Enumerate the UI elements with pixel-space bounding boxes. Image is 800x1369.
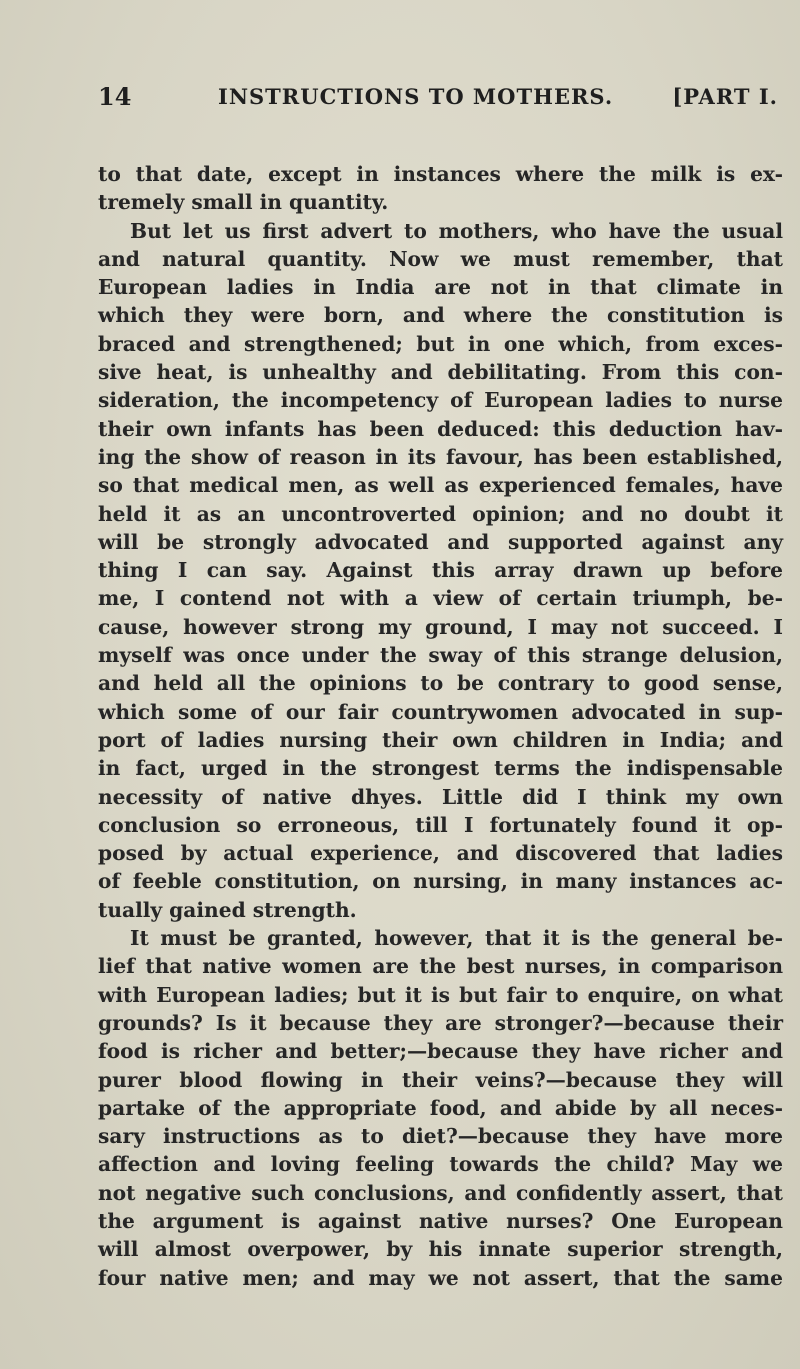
text-line: and held all the opinions to be contrary to good sense, — [98, 671, 783, 696]
text-line: lief that native women are the best nurses, in comparison — [98, 954, 783, 979]
text-line: with European ladies; but it is but fair to enquire, on what — [98, 982, 783, 1007]
text-line: It must be granted, however, that it is the general be- — [130, 926, 783, 951]
text-line: and natural quantity. Now we must remember, that — [98, 246, 783, 271]
text-line: ing the show of reason in its favour, has been established, — [98, 444, 783, 469]
text-line: in fact, urged in the strongest terms the indispensable — [98, 756, 783, 781]
text-line: which some of our fair countrywomen advocated in sup- — [98, 699, 783, 724]
text-line: the argument is against native nurses? One European — [98, 1208, 783, 1233]
text-line: will be strongly advocated and supported against any — [98, 529, 783, 554]
text-line: But let us first advert to mothers, who have the usual — [130, 218, 783, 243]
text-line: posed by actual experience, and discovered that ladies — [98, 841, 783, 866]
text-line: sary instructions as to diet?—because they have more — [98, 1124, 783, 1149]
text-line: braced and strengthened; but in one which, from exces- — [98, 331, 783, 356]
text-line: necessity of native dhyes. Little did I think my own — [98, 784, 783, 809]
text-line: purer blood flowing in their veins?—because they will — [98, 1067, 783, 1092]
text-line: four native men; and may we not assert, that the same — [98, 1265, 783, 1290]
text-line: European ladies in India are not in that climate in — [98, 275, 783, 300]
part-label: [PART I. — [672, 84, 778, 109]
text-line: tremely small in quantity. — [98, 190, 389, 215]
page-header — [98, 82, 778, 116]
text-line: cause, however strong my ground, I may not succeed. I — [98, 614, 783, 639]
text-line: food is richer and better;—because they have richer and — [98, 1039, 783, 1064]
text-line: sive heat, is unhealthy and debilitating. From this con- — [98, 360, 783, 385]
text-line: conclusion so erroneous, till I fortunately found it op- — [98, 812, 783, 837]
text-line: held it as an uncontroverted opinion; and no doubt it — [98, 501, 783, 526]
body-text — [98, 160, 783, 1292]
text-line: partake of the appropriate food, and abide by all neces- — [98, 1095, 783, 1120]
text-line: port of ladies nursing their own children in India; and — [98, 727, 783, 752]
text-line: grounds? Is it because they are stronger?—because their — [98, 1010, 783, 1035]
text-line: myself was once under the sway of this strange delusion, — [98, 643, 783, 668]
text-line: will almost overpower, by his innate superior strength, — [98, 1237, 783, 1262]
text-line: affection and loving feeling towards the child? May we — [98, 1152, 783, 1177]
page-number: 14 — [98, 82, 132, 111]
text-line: so that medical men, as well as experienced females, have — [98, 473, 783, 498]
text-line: which they were born, and where the constitution is — [98, 303, 783, 328]
text-line: of feeble constitution, on nursing, in many instances ac- — [98, 869, 783, 894]
text-line: sideration, the incompetency of European ladies to nurse — [98, 388, 783, 413]
text-line: me, I contend not with a view of certain triumph, be- — [98, 586, 783, 611]
text-line: tually gained strength. — [98, 897, 357, 922]
text-line: thing I can say. Against this array drawn up before — [98, 558, 783, 583]
running-title: INSTRUCTIONS TO MOTHERS. — [218, 84, 614, 109]
text-line: to that date, except in instances where the milk is ex- — [98, 162, 783, 186]
text-line: not negative such conclusions, and confidently assert, that — [98, 1180, 783, 1205]
text-line: their own infants has been deduced: this deduction hav- — [98, 416, 783, 441]
